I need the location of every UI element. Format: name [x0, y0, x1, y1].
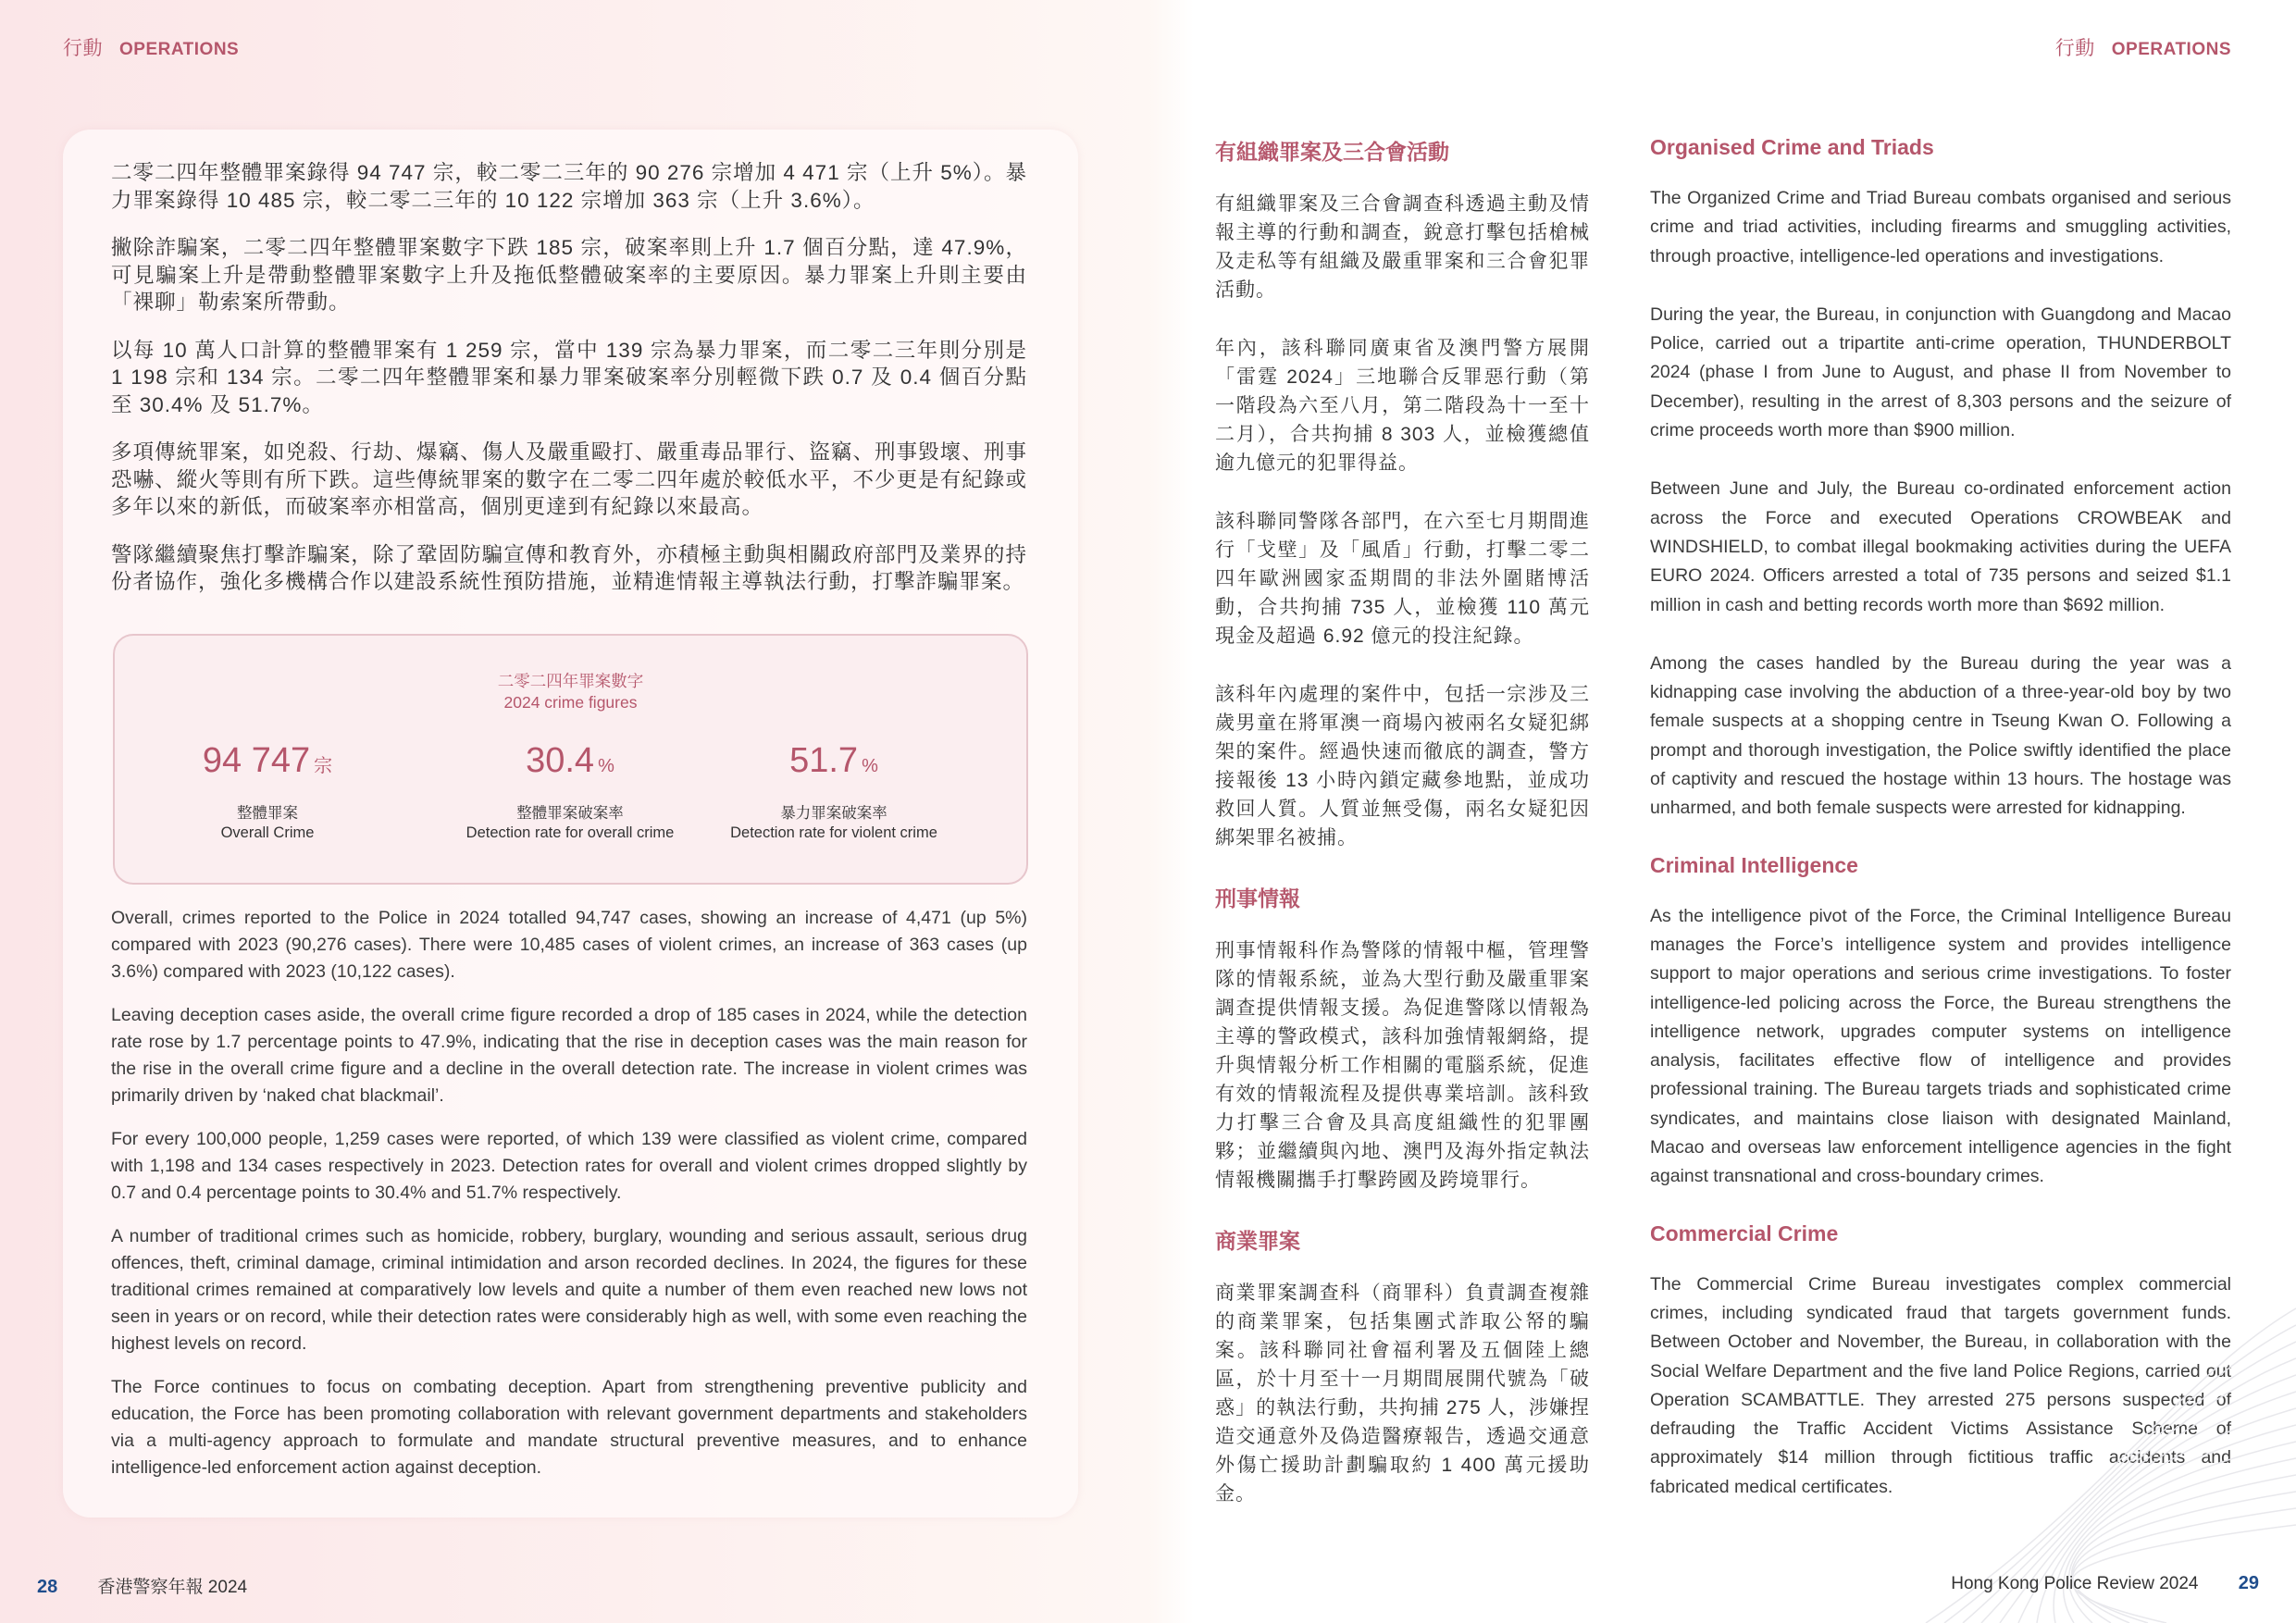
stat-label-zh: 整體罪案	[237, 805, 298, 822]
left-en-text	[111, 905, 1027, 1498]
section	[1215, 135, 1590, 852]
section	[1215, 882, 1590, 1195]
paragraph: 刑事情報科作為警隊的情報中樞，管理警隊的情報系統，並為大型行動及嚴重罪案調查提供情報支援。為促進警隊以情報為主導的警政模式，該科加強情報網絡，提升與情報分析工作相關的電腦系統，促進有效的情報流程及提供專業培訓。該科致力打擊三合會及具高度組織性的犯罪團夥；並繼續與內地、澳門及海外指定執法情報機關攜手打擊跨國及跨境罪行。	[1215, 940, 1590, 1191]
paragraph: The Organized Crime and Triad Bureau combats organised and serious crime and triad activities, including firearms and smuggling activities, through proactive, intelligence-led operations and investigations.	[1650, 188, 2231, 266]
stat-unit: %	[862, 756, 878, 776]
stat-overall-crime	[115, 739, 420, 843]
page-number: 28	[37, 1577, 58, 1597]
paragraph: 有組織罪案及三合會調查科透過主動及情報主導的行動和調查，銳意打擊包括槍械及走私等有組織及嚴重罪案和三合會犯罪活動。	[1215, 193, 1590, 301]
running-header-right	[2055, 33, 2231, 61]
paragraph: As the intelligence pivot of the Force, the Criminal Intelligence Bureau manages the Force’s intelligence system and provides intelligence support to major operations and serious crime investigations. To foster intelligence-led policing across the Force, the Bureau strengthens the intelligence network, upgrades computer systems on intelligence analysis, facilitates effective flow of intelligence and provides professional training. The Bureau targets triads and sophisticated crime syndicates, and maintains close liaison with designated Mainland, Macao and overseas law enforcement intelligence agencies in the fight against transnational and cross-boundary crimes.	[1650, 905, 2231, 1187]
paragraph: The Commercial Crime Bureau investigates complex commercial crimes, including syndicated fraud that targets government funds. Between October and November, the Bureau, in collaboration with the Social Welfare Department and the five land Police Regions, carried out Operation SCAMBATTLE. They arrested 275 persons suspected of defrauding the Traffic Accident Victims Assistance Scheme of approximately $14 million through fictitious traffic accidents and fabricated medical certificates.	[1650, 1273, 2231, 1497]
paragraph-zh: 二零二四年整體罪案錄得 94 747 宗，較二零二三年的 90 276 宗增加 4 471 宗（上升 5%）。暴力罪案錄得 10 485 宗，較二零二三年的 10 122 宗增加 363 宗（上升 3.6%）。	[111, 161, 1027, 212]
stat-value: 51.7	[789, 741, 859, 780]
section	[1650, 135, 2231, 824]
paragraph-en: For every 100,000 people, 1,259 cases were reported, of which 139 were classified as violent crime, compared with 1,198 and 134 cases respectively in 2023. Detection rates for overall and violent crimes dropped slightly by 0.7 and 0.4 percentage points to 30.4% and 51.7% respectively.	[111, 1129, 1027, 1203]
stats-title	[115, 671, 1026, 713]
decorative-line	[2064, 1442, 2296, 1623]
paragraph-en: Leaving deception cases aside, the overall crime figure recorded a drop of 185 cases in 2024, while the detection rate rose by 1.7 percentage points to 47.9%, indicating that the rise in deception cases was the main reason for the rise in the overall crime figure and a decline in the overall detection rate. The increase in violent crimes was primarily driven by ‘naked chat blackmail’.	[111, 1005, 1027, 1106]
decorative-line	[2073, 1492, 2296, 1623]
stat-label-en: Detection rate for violent crime	[730, 824, 937, 841]
section	[1650, 853, 2231, 1192]
section-heading: Commercial Crime	[1650, 1220, 1839, 1245]
stat-label-zh: 暴力罪案破案率	[780, 805, 887, 822]
stat-overall-detection	[417, 739, 723, 843]
header-en: OPERATIONS	[2111, 40, 2231, 59]
stats-title-en: 2024 crime figures	[503, 693, 638, 712]
publication-title: 香港警察年報 2024	[97, 1578, 248, 1597]
page-number: 29	[2238, 1573, 2259, 1593]
paragraph: 商業罪案調查科（商罪科）負責調查複雜的商業罪案，包括集團式詐取公帑的騙案。該科聯同社會福利署及五個陸上總區，於十月至十一月期間展開代號為「破惑」的執法行動，共拘捕 275 人，涉嫌捏造交通意外及偽造醫療報告，透過交通意外傷亡援助計劃騙取約 1 400 萬元援助金。	[1215, 1282, 1590, 1505]
section-heading: 刑事情報	[1215, 886, 1300, 911]
section-heading: 有組織罪案及三合會活動	[1215, 140, 1449, 164]
paragraph: Among the cases handled by the Bureau during the year was a kidnapping case involving the abduction of a three-year-old boy by two female suspects at a shopping centre in Tseung Kwan O. Following a prompt and thorough investigation, the Police swiftly identified the place of captivity and rescued the hostage within 13 hours. The hostage was unharmed, and both female suspects were arrested for kidnapping.	[1650, 652, 2231, 819]
stat-value: 94 747	[202, 741, 311, 780]
footer-right	[1951, 1573, 2259, 1594]
stat-label-zh: 整體罪案破案率	[516, 805, 624, 822]
section-heading: Criminal Intelligence	[1650, 852, 1858, 877]
footer-left	[37, 1573, 247, 1598]
stat-value: 30.4	[526, 741, 595, 780]
paragraph: 該科年內處理的案件中，包括一宗涉及三歲男童在將軍澳一商場內被兩名女疑犯綁架的案件。經過快速而徹底的調查，警方接報後 13 小時內鎖定藏參地點，並成功救回人質。人質並無受傷，兩名女疑犯因綁架罪名被捕。	[1215, 684, 1590, 849]
paragraph: 年內，該科聯同廣東省及澳門警方展開「雷霆 2024」三地聯合反罪惡行動（第一階段為六至八月，第二階段為十一至十二月），合共拘捕 8 303 人，並檢獲總值逾九億元的犯罪得益。	[1215, 338, 1590, 474]
stat-violent-detection	[681, 739, 987, 843]
section	[1215, 1224, 1590, 1508]
paragraph: Between June and July, the Bureau co-ordinated enforcement action across the Force and executed Operations CROWBEAK and WINDSHIELD, to combat illegal bookmaking activities during the UEFA EURO 2024. Officers arrested a total of 735 persons and seized $1.1 million in cash and betting records worth more than $692 million.	[1650, 478, 2231, 615]
paragraph-zh: 多項傳統罪案，如兇殺、行劫、爆竊、傷人及嚴重毆打、嚴重毒品罪行、盜竊、刑事毀壞、刑事恐嚇、縱火等則有所下跌。這些傳統罪案的數字在二零二四年處於較低水平，不少更是有紀錄或多年以來的新低，而破案率亦相當高，個別更達到有紀錄以來最高。	[111, 440, 1027, 518]
section-heading: Organised Crime and Triads	[1650, 135, 1934, 159]
stat-label-en: Detection rate for overall crime	[465, 824, 675, 841]
paragraph-zh: 警隊繼續聚焦打擊詐騙案，除了鞏固防騙宣傳和教育外，亦積極主動與相關政府部門及業界的持份者協作，強化多機構合作以建設系統性預防措施，並精進情報主導執法行動，打擊詐騙罪案。	[111, 542, 1027, 593]
left-zh-text	[111, 159, 1027, 616]
running-header-left	[63, 33, 239, 61]
publication-title: Hong Kong Police Review 2024	[1951, 1574, 2199, 1593]
right-zh-column	[1215, 135, 1590, 1538]
paragraph-zh: 以每 10 萬人口計算的整體罪案有 1 259 宗，當中 139 宗為暴力罪案，而二零二三年則分別是 1 198 宗和 134 宗。二零二四年整體罪案和暴力罪案破案率分別輕微下跌 0.7 及 0.4 個百分點至 30.4% 及 51.7%。	[111, 338, 1027, 416]
stat-unit: %	[598, 756, 614, 776]
paragraph-en: Overall, crimes reported to the Police in 2024 totalled 94,747 cases, showing an increase of 4,471 (up 5%) compared with 2023 (90,276 cases). There were 10,485 cases of violent crimes, an increase of 363 cases (up 3.6%) compared with 2023 (10,122 cases).	[111, 908, 1027, 982]
stat-label-en: Overall Crime	[220, 824, 315, 841]
decorative-lines	[1815, 1234, 2296, 1623]
stats-title-zh: 二零二四年罪案數字	[497, 672, 644, 690]
paragraph-zh: 撇除詐騙案，二零二四年整體罪案數字下跌 185 宗，破案率則上升 1.7 個百分點，達 47.9%，可見騙案上升是帶動整體罪案數字上升及拖低整體破案率的主要原因。暴力罪案上升則主要由「裸聊」勒索案所帶動。	[111, 236, 1027, 314]
paragraph-en: The Force continues to focus on combating deception. Apart from strengthening preventive publicity and education, the Force has been promoting collaboration with relevant government departments and stakeholders via a multi-agency approach to formulate and mandate structural preventive measures, and to enhance intelligence-led enforcement action against deception.	[111, 1377, 1027, 1478]
paragraph: During the year, the Bureau, in conjunction with Guangdong and Macao Police, carried out a tripartite anti-crime operation, THUNDERBOLT 2024 (phase I from June to August, and phase II from November to December), resulting in the arrest of 8,303 persons and the seizure of crime proceeds worth more than $900 million.	[1650, 304, 2231, 441]
header-en: OPERATIONS	[119, 40, 240, 59]
paragraph-en: A number of traditional crimes such as homicide, robbery, burglary, wounding and serious assault, serious drug offences, theft, criminal damage, criminal intimidation and arson recorded declines. In 2024, the figures for these traditional crimes remained at comparatively low levels and quite a number of them even reached new lows not seen in years or on record, while their detection rates were considerably high as well, with some even reaching the highest levels on record.	[111, 1226, 1027, 1354]
paragraph: 該科聯同警隊各部門，在六至七月期間進行「戈壁」及「風盾」行動，打擊二零二四年歐洲國家盃期間的非法外圍賭博活動，合共拘捕 735 人，並檢獲 110 萬元現金及超過 6.92 億元的投注紀錄。	[1215, 511, 1590, 647]
header-zh: 行動	[63, 38, 103, 59]
crime-figures-box	[113, 634, 1028, 885]
header-zh: 行動	[2054, 38, 2095, 59]
section-heading: 商業罪案	[1215, 1229, 1300, 1253]
stat-unit: 宗	[314, 756, 333, 776]
